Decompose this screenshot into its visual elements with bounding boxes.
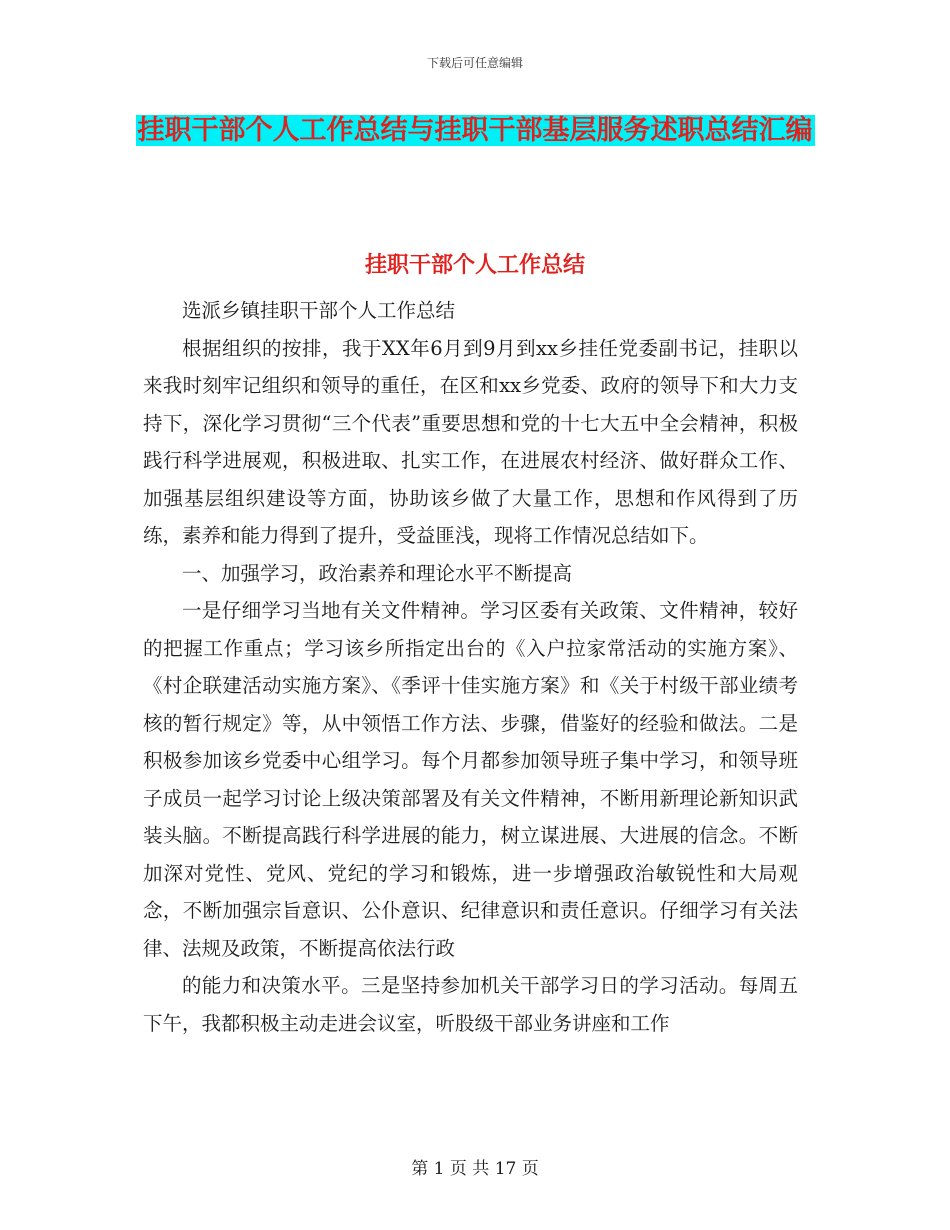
- section-title: 挂职干部个人工作总结: [364, 253, 585, 278]
- main-title-text: 挂职干部个人工作总结与挂职干部基层服务述职总结汇编: [137, 115, 813, 146]
- document-body: [143, 292, 798, 1042]
- paragraph-intro: 根据组织的按排，我于XX年6月到9月到xx乡挂任党委副书记，挂职以来我时刻牢记组织和领导的重任，在区和xx乡党委、政府的领导下和大力支持下，深化学习贯彻“三个代表”重要思想和党的十七大五中全会精神，积极践行科学进展观，积极进取、扎实工作，在进展农村经济、做好群众工作、加强基层组织建设等方面，协助该乡做了大量工作，思想和作风得到了历练，素养和能力得到了提升，受益匪浅，现将工作情况总结如下。: [143, 336, 798, 547]
- document-main-title: [120, 108, 830, 154]
- header-note: 下载后可任意编辑: [426, 56, 523, 70]
- paragraph-heading-1: 一、加强学习，政治素养和理论水平不断提高: [182, 561, 573, 585]
- page-footer: 第 1 页 共 17 页: [411, 1159, 539, 1179]
- paragraph-body-1: 一是仔细学习当地有关文件精神。学习区委有关政策、文件精神，较好的把握工作重点；学习该乡所指定出台的《入户拉家常活动的实施方案》、《村企联建活动实施方案》、《季评十佳实施方案》和《关于村级干部业绩考核的暂行规定》等，从中领悟工作方法、步骤，借鉴好的经验和做法。二是积极参加该乡党委中心组学习。每个月都参加领导班子集中学习，和领导班子成员一起学习讨论上级决策部署及有关文件精神，不断用新理论新知识武装头脑。不断提高践行科学进展的能力，树立谋进展、大进展的信念。不断加深对党性、党风、党纪的学习和锻炼，进一步增强政治敏锐性和大局观念，不断加强宗旨意识、公仆意识、纪律意识和责任意识。仔细学习有关法律、法规及政策，不断提高依法行政: [143, 599, 798, 960]
- paragraph-body-2: 的能力和决策水平。三是坚持参加机关干部学习日的学习活动。每周五下午，我都积极主动走进会议室，听股级干部业务讲座和工作: [143, 974, 798, 1035]
- paragraph-subtitle: 选派乡镇挂职干部个人工作总结: [182, 299, 456, 322]
